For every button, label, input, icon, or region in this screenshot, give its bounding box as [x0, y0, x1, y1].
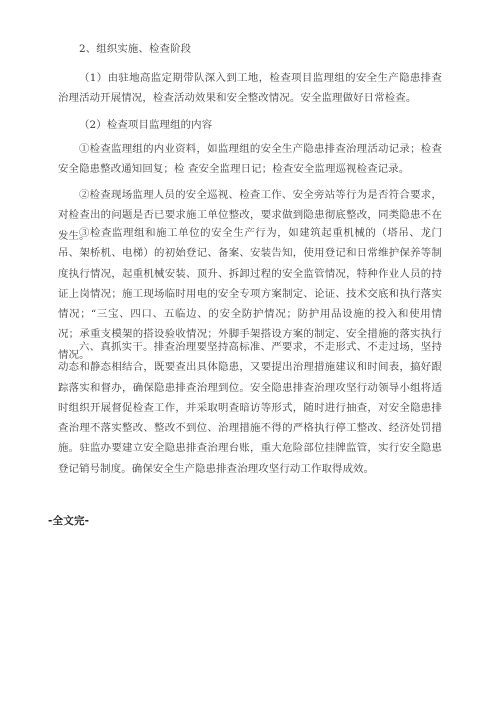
list-item-records-check: ①检查监理组的内业资料，如监理组的安全生产隐患排查治理活动记录；检查安全隐患整改通知回复；检 查安全监理日记；检查安全监理巡视检查记录。 — [58, 143, 442, 176]
end-of-document-mark: -全文完- — [48, 515, 90, 527]
list-item-staff-behavior-check: ②检查现场监理人员的安全巡视、检查工作、安全旁站等行为是否符合要求，对检查出的问题是否已要求施工单位整改，要求做到隐患彻底整改，同类隐患不在发生。 — [58, 189, 442, 242]
paragraph-section-six: 六、真抓实干。排查治理要坚持高标准、严要求，不走形式、不走过场，坚持动态和静态相结合，既要查出具体隐患，又要提出治理措施建议和时间表，搞好跟踪落实和督办，确保隐患排查治理到位。安全隐患排查治理攻坚行动领导小组将适时组织开展督促检查工作，并采取明查暗访等形式，随时进行抽查，对安全隐患排查治理不落实整改、整改不到位、治理措施不得的严格执行停工整改、经济处罚措施。驻监办要建立安全隐患排查治理台账，重大危险部位挂牌监管，实行安全隐患登记销号制度。确保安全生产隐患排查治理攻坚行动工作取得成效。 — [58, 341, 442, 475]
paragraph-site-inspection: （1）由驻地高监定期带队深入到工地，检查项目监理组的安全生产隐患排查治理活动开展情况，检查活动效果和安全整改情况。安全监理做好日常检查。 — [58, 72, 442, 105]
list-item-safety-production-check: ③检查监理组和施工单位的安全生产行为，如建筑起重机械的（塔吊、龙门吊、架桥机、电梯）的初始登记、备案、安装告知，使用登记和日常维护保养等制度执行情况，起重机械安装、顶升、拆卸过程的安全监管情况，特种作业人员的持证上岗情况；施工现场临时用电的安全专项方案制定、论证、技术交底和执行落实情况；“三宝、四口、五临边、的安全防护情况；防护用品设施的投入和使用情况；承重支模架的搭设验收情况；外脚手架搭设方案的制定、安全措施的落实执行情况。 — [58, 227, 442, 361]
section-heading-stage-2: 2、组织实施、检查阶段 — [79, 43, 192, 55]
subsection-heading-inspection-content: （2）检查项目监理组的内容 — [79, 119, 213, 131]
